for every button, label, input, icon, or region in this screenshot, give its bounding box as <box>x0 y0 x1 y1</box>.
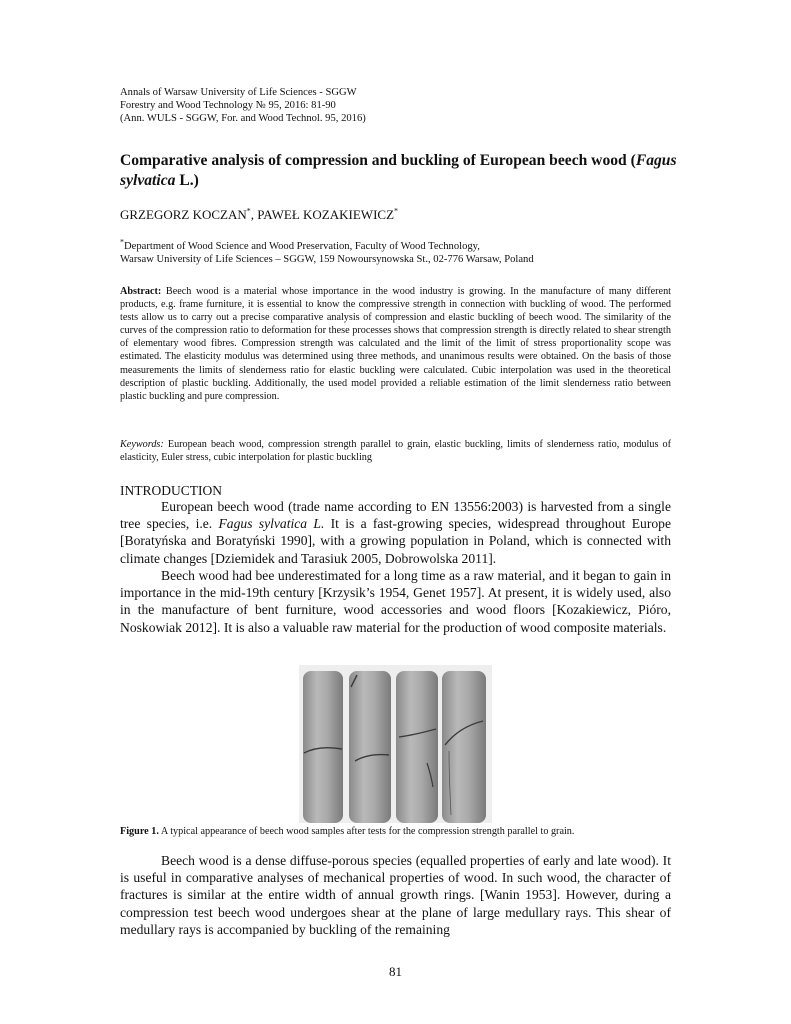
affiliation-line-1 <box>120 237 680 253</box>
page-number: 81 <box>389 964 402 979</box>
keywords <box>120 438 671 464</box>
wood-sample-4 <box>442 671 486 823</box>
figure-1-caption <box>120 825 680 838</box>
title-part-1: Comparative analysis of compression and buckling of European beech wood ( <box>120 152 636 169</box>
intro-paragraph-3: Beech wood is a dense diffuse-porous species (equalled properties of early and late wood). It is useful in comparative analyses of mechanical properties of wood. In such wood, the character of fractures is similar at the entire width of annual growth rings. [Wanin 1953]. However, during a compression test beech wood undergoes shear at the plane of large medullary rays. This shear of medullary rays is accompanied by buckling of the remaining <box>120 853 671 937</box>
title-part-2: L.) <box>175 172 199 189</box>
author-1-mark: * <box>246 206 251 216</box>
keywords-text: European beach wood, compression strength parallel to grain, elastic buckling, limits of slenderness ratio, modulus of elasticity, Euler stress, cubic interpolation for plastic buckling <box>120 439 671 464</box>
abstract-label: Abstract: <box>120 286 162 297</box>
keywords-label: Keywords: <box>120 439 164 450</box>
title-species-italic: Fagus sylvatica <box>120 152 677 189</box>
affiliation-line-2: Warsaw University of Life Sciences – SGGW, 159 Nowoursynowska St., 02-776 Warsaw, Poland <box>120 254 534 265</box>
abstract-text: Beech wood is a material whose importance in the wood industry is growing. In the manufacture of many different products, e.g. frame furniture, it is essential to know the compressive strength in connection with buckling of wood. The performed tests allow us to carry out a precise comparative analysis of compression and elastic buckling of beech wood. The similarity of the curves of the compression ratio to deformation for these processes shows that compression strength is directly related to shear strength of elementary wood fibres. Compression strength was calculated and the limit of the limit of stress proportionality scope was estimated. The elasticity modulus was determined using three methods, and unanimous results were obtained. On the basis of those measurements the limits of slenderness ratio for elastic buckling were calculated. Cubic interpolation was used in the theoretical description of plastic buckling. Additionally, the used model provided a reliable estimation of the limit slenderness ratio between plastic buckling and pure compression. <box>120 286 671 402</box>
affiliation-line-1-text: Department of Wood Science and Wood Preservation, Faculty of Wood Technology, <box>124 241 480 252</box>
paper-title <box>120 151 680 191</box>
journal-header-line-2: Forestry and Wood Technology № 95, 2016: 81-90 <box>120 100 336 111</box>
section-heading-introduction: INTRODUCTION <box>120 483 222 498</box>
wood-sample-2 <box>349 671 391 823</box>
author-1: GRZEGORZ KOCZAN <box>120 207 247 222</box>
affiliation-mark: * <box>120 237 124 247</box>
authors-line <box>120 207 398 223</box>
figure-1-caption-text: A typical appearance of beech wood samples after tests for the compression strength parallel to grain. <box>158 826 575 837</box>
beech-samples-photo <box>299 665 492 823</box>
intro-paragraph-1-italic: Fagus sylvatica L. <box>218 516 325 532</box>
author-separator: , <box>250 207 258 222</box>
abstract <box>120 285 671 403</box>
affiliation <box>120 237 680 266</box>
intro-paragraph-1-text-a: European beech wood (trade name according to EN 13556:2003) is harvested from a single tree species, i.e. <box>120 499 671 532</box>
intro-paragraph-1 <box>120 498 671 567</box>
journal-header-line-1: Annals of Warsaw University of Life Sciences - SGGW <box>120 87 357 98</box>
intro-paragraph-2: Beech wood had bee underestimated for a long time as a raw material, and it began to gain in importance in the mid-19th century [Krzysik’s 1954, Genet 1957]. At present, it is widely used, also in the manufacture of bent furniture, wood accessories and wood floors [Kozakiewicz, Pióro, Noskowiak 2012]. It is also a valuable raw material for the production of wood composite materials. <box>120 568 671 635</box>
intro-paragraph-1-text-b: It is a fast-growing species, widespread throughout Europe [Boratyńska and Boratyński 1990], with a growing population in Poland, which is connected with climate changes [Dziemidek and Tarasiuk 2005, Dobrowolska 2011]. <box>120 516 671 566</box>
wood-sample-1 <box>303 671 343 823</box>
figure-1-label: Figure 1. <box>120 826 159 837</box>
journal-header-line-3: (Ann. WULS - SGGW, For. and Wood Technol. 95, 2016) <box>120 113 366 124</box>
wood-sample-3 <box>396 671 438 823</box>
figure-1-photo <box>299 665 492 823</box>
author-2: PAWEŁ KOZAKIEWICZ <box>257 207 395 222</box>
author-2-mark: * <box>394 206 399 216</box>
